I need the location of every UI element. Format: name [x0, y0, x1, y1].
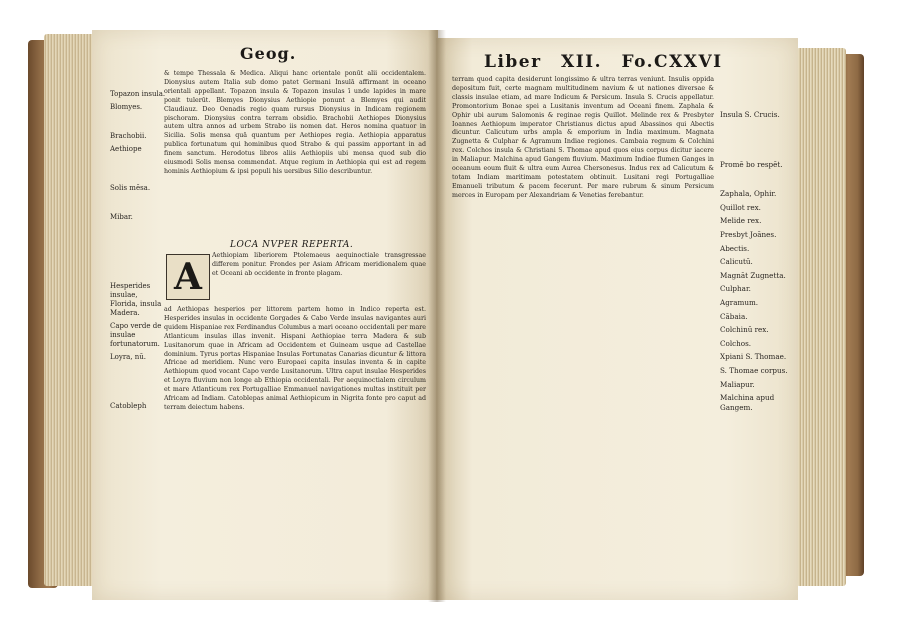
margin-note: Agramum.: [720, 297, 759, 307]
margin-note: Promē bo respēt.: [720, 159, 783, 169]
margin-note: Hesperides insulae, Florida, insula Madera.: [110, 282, 162, 317]
margin-note: Melide rex.: [720, 216, 762, 226]
left-text-intro: Aethiopiam liberiorem Ptolemaeus aequinoctiale transgressae differem ponitur. Frondes per Asiam Africam meridionalem quae et Oceani ab occidente in fronte plagam.: [212, 252, 426, 277]
folio-number: Fo.CXXVI: [621, 52, 723, 72]
left-running-head: Geog.: [240, 44, 297, 63]
margin-note: Capo verde de insulae fortunatorum.: [110, 322, 162, 348]
margin-note: Mibar.: [110, 213, 133, 221]
margin-note: Presbyt Joānes.: [720, 229, 777, 239]
right-page-edges: [796, 48, 846, 586]
margin-note: Magnāt Zugnetta.: [720, 270, 786, 280]
margin-note: Zaphala, Ophir.: [720, 189, 777, 199]
margin-note: Brachobii.: [110, 132, 147, 140]
margin-note: S. Thomae corpus.: [720, 365, 788, 375]
decorated-initial: A: [166, 254, 210, 300]
margin-note: Solis mēsa.: [110, 184, 151, 192]
margin-note: Colchos.: [720, 338, 752, 348]
running-head-book: XII.: [561, 52, 603, 72]
margin-note: Blomyes.: [110, 103, 143, 111]
margin-note: Abectis.: [720, 243, 750, 253]
margin-note: Malchina apud Gangem.: [720, 393, 775, 412]
margin-note: Topazon insula.: [110, 90, 166, 98]
margin-note: Aethiope: [110, 145, 142, 153]
margin-note: Calicutū.: [720, 257, 753, 267]
margin-note: Insula S. Crucis.: [720, 110, 780, 119]
left-text-top: & tempe Thessala & Medica. Aliqui hanc orientale ponūt alii occidentalem. Dionysius autem Italia sub domo patet Germani Insulā affirmant in oceano orientali appellant. Topazon insula & Topazon insulas ī unde lapides in mare ponit tulerūt. Blemyes Dionysius Aethiopie ponunt a Blemyes qui audit Claudiauz. Deo Oenadis regio quam rursus Dionysius in Indicam regionem pischoram. Dionysius contra terram obsidio. Brachobii Aethiopes Dionysius autem ultra annos ad urbem Strabo iis nomen dat. Heros nomina quatuor in Sicilia. Solis mensa quā quantum per Aethiopes regia. Aethiopia apparatus publica fortunatum qui hominibus quod Strabo & qui passim apportant in ad finem sanctum. Herodotus libros aliis Aethiopiis ubi mensa quod sub dio eiusmodi Solis mensa commendat. Atque regium in Aethiopia qui est ad regem hominis Aethiopium & ipsi populi his uersibus Silio describuntur.: [164, 70, 426, 175]
margin-note: Colchinū rex.: [720, 325, 769, 335]
right-text: terram quod capita desiderunt longissimo & ultra terras veniunt. Insulis oppida depositum fuit, certe magnam multitudinem navium & ut nationes diversae & classis insulae etiam, ad mare Indicum & Persicum. Insula S. Crucis appellatur. Promontorium Bonae spei a Lusitanis inventum ad Oceani finem. Zaphala & Ophir ubi aurum Salomonis & reginae regis Quillot. Melinde rex & Presbyter Ioannes Aethiopum imperator Christianus dictus apud Abassinos qui Abectis dicuntur. Calicutum urbs ampla & emporium in India maximum. Magnata Zugnetta & Culphar & Agramum Indiae regiones. Cambaia regnum & Colchini rex. Colchos insula & Christiani S. Thomae apud quos eius corpus dicitur iacere in Maliapur. Malchina apud Gangem fluvium. Maximum Indiae flumen Ganges in oceanum eoum fluit & ultra eum Aurea Chersonesus. Indus rex ad Calicutum & totam Indiam maritimam potestatem obtinuit. Lusitani regi Portugalliae Emanueli tributum & pacem fecerunt. Per mare rubrum & sinum Persicum merces in Europam per Alexandriam & Venetias ferebantur.: [452, 76, 714, 199]
margin-note: Loyra, nū.: [110, 353, 147, 361]
margin-note: Catobleph: [110, 402, 147, 410]
right-margin-notes: [720, 110, 792, 416]
margin-note: Xpiani S. Thomae.: [720, 352, 787, 362]
right-running-head: [484, 52, 735, 72]
book-gutter: [428, 30, 446, 602]
section-heading: LOCA NVPER REPERTA.: [230, 240, 354, 250]
margin-note: Quillot rex.: [720, 202, 761, 212]
left-text-main: ad Aethiopas hesperios per littorem partem homo in Indico reperta est. Hesperides insulas in occidente Gorgades & Cabo Verde insulas navigantes auri quidem Hispaniae rex Ferdinandus Columbus a mari oceano occidentali per mare Atlanticum insulas illas invenit. Hispani Aethiopiae terra Madera & sub Lusitanorum quae in Africam ad Occidentem et Guineam usque ad Castellae dominium. Tyrus portas Hispaniae Insulas Fortunatas Canarias dicuntur & littora Africae ad meridiem. Nunc vero Europaei capita insulas inventa & in capite Aethiopum quod vocant Capo verde Lusitanorum. Ultra caput insulae Hesperides et Loyra fluvium non longe ab Ethiopia occidentali. Per aequinoctialem circulum et mare Atlanticum rex Portugalliae Emmanuel navigationes multas instituit per Africam ad Indiam. Catoblepas animal Aethiopicum in Nigrita fonte pro caput ad terram deiectum habens.: [164, 306, 426, 411]
running-head-liber: Liber: [484, 52, 542, 72]
left-margin-notes: [110, 90, 166, 415]
margin-note: Cābaia.: [720, 311, 748, 321]
margin-note: Culphar.: [720, 284, 751, 294]
margin-note: Maliapur.: [720, 379, 755, 389]
